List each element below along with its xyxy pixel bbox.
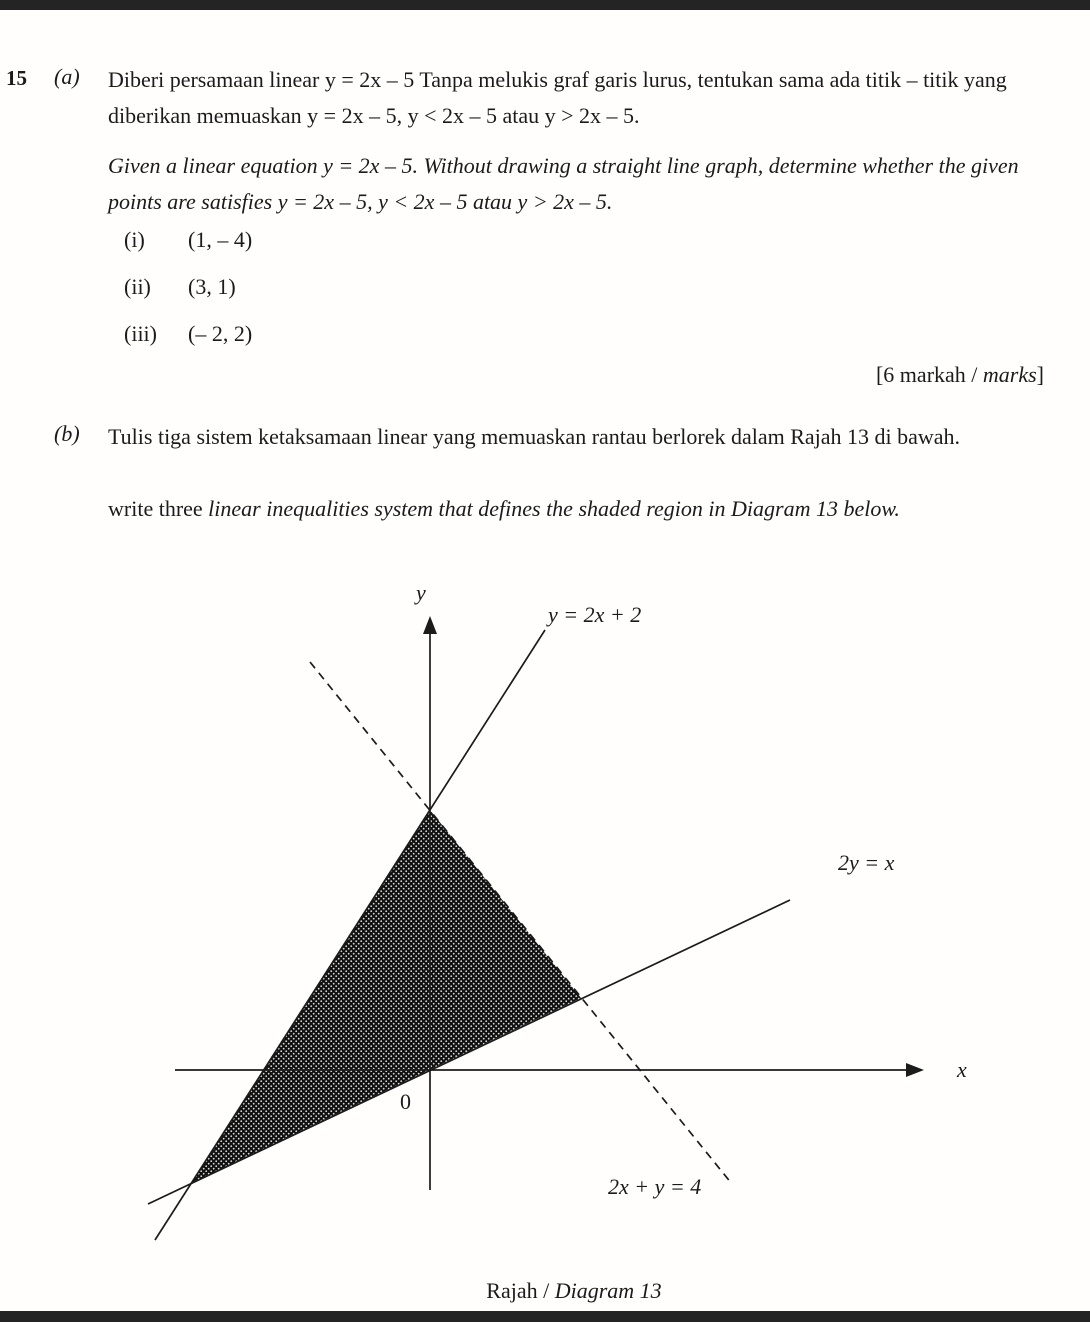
part-b-malay-text: Tulis tiga sistem ketaksamaan linear yang memuaskan rantau berlorek dalam Rajah 13 di bawah. xyxy=(108,424,961,449)
item-numeral: (ii) xyxy=(124,274,151,299)
point-item-i xyxy=(124,227,252,253)
shaded-region xyxy=(191,810,581,1183)
item-numeral: (iii) xyxy=(124,321,157,346)
part-a-malay-text: Diberi persamaan linear y = 2x – 5 Tanpa melukis graf garis lurus, tentukan sama ada titik – titik yang diberikan memuaskan y = 2x – 5, y < 2x – 5 atau y > 2x – 5. xyxy=(108,67,1007,128)
point-item-iii xyxy=(124,321,252,347)
item-point: (3, 1) xyxy=(188,274,236,299)
line3-equation-label: 2x + y = 4 xyxy=(608,1174,702,1199)
origin-label: 0 xyxy=(400,1089,411,1114)
item-numeral: (i) xyxy=(124,227,145,252)
y-axis-label: y xyxy=(416,580,426,605)
y-axis-arrow-icon xyxy=(423,616,437,634)
marks-word: marks xyxy=(982,362,1037,387)
point-item-ii xyxy=(124,274,236,300)
line1-equation-label: y = 2x + 2 xyxy=(548,602,642,627)
item-point: (– 2, 2) xyxy=(188,321,253,346)
line2-equation-label: 2y = x xyxy=(838,850,895,875)
marks-allocation xyxy=(876,362,1044,388)
item-point: (1, – 4) xyxy=(188,227,253,252)
caption-roman: Rajah / xyxy=(486,1278,555,1303)
bottom-edge-bar xyxy=(0,1311,1090,1322)
caption-italic: Diagram 13 xyxy=(554,1278,662,1303)
x-axis-arrow-icon xyxy=(906,1063,924,1077)
part-b-english-roman: write three xyxy=(108,496,209,521)
part-b-label: (b) xyxy=(54,421,80,446)
part-b-english-text xyxy=(108,491,1056,527)
x-axis-label: x xyxy=(957,1057,967,1082)
part-a-label: (a) xyxy=(54,64,80,89)
question-number: 15 xyxy=(6,66,27,90)
marks-suffix: ] xyxy=(1036,362,1044,387)
part-b-english-italic: linear inequalities system that defines the shaded region in Diagram 13 below. xyxy=(208,496,900,521)
diagram-13 xyxy=(0,560,1090,1270)
part-a-english-text: Given a linear equation y = 2x – 5. Without drawing a straight line graph, determine whether the given points are satisfies y = 2x – 5, y < 2x – 5 atau y > 2x – 5. xyxy=(108,153,1019,214)
diagram-caption xyxy=(0,1278,1090,1304)
marks-prefix: [6 markah / xyxy=(875,362,983,387)
top-edge-bar xyxy=(0,0,1090,10)
